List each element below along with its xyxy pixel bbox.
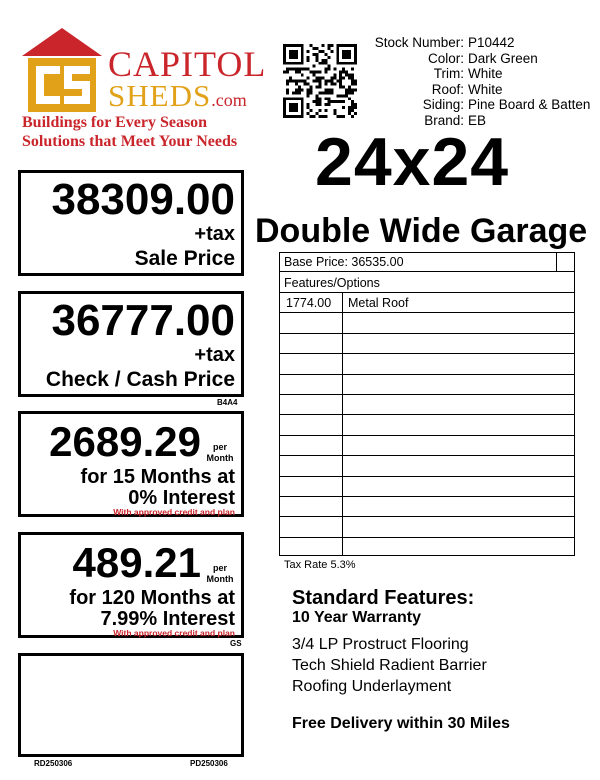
cash-price-tax: +tax xyxy=(194,344,235,366)
tax-rate: Tax Rate 5.3% xyxy=(284,559,356,571)
spec-trim: Trim: White xyxy=(433,66,503,81)
sale-price-tax: +tax xyxy=(194,223,235,245)
table-row xyxy=(280,395,574,415)
brand-name-sheds: SHEDS.com xyxy=(108,78,247,113)
table-row xyxy=(280,497,574,517)
plan-15-line2: 0% Interest xyxy=(128,487,235,509)
blank-box xyxy=(18,653,244,757)
plan-15-per-month: per Month xyxy=(206,442,234,463)
standard-feature-item: 3/4 LP Prostruct Flooring xyxy=(292,636,469,653)
base-price-row xyxy=(280,253,574,272)
table-row xyxy=(280,436,574,456)
plan-120-box xyxy=(18,532,244,638)
plan-120-amount: 489.21 xyxy=(72,539,201,586)
spec-roof: Roof: White xyxy=(431,81,503,97)
options-grid xyxy=(280,293,574,555)
brand-domain: .com xyxy=(211,90,247,110)
spec-brand: Brand: EB xyxy=(424,112,487,128)
plan-120-code: GS xyxy=(230,639,242,648)
footer-code-right: PD250306 xyxy=(190,759,228,768)
spec-color: Color: Dark Green xyxy=(427,50,538,66)
plan-120-line2: 7.99% Interest xyxy=(100,608,235,630)
option-price: 1774.00 xyxy=(286,296,332,310)
spec-siding: Siding: Pine Board & Batten xyxy=(422,97,591,112)
cash-price-label: Check / Cash Price xyxy=(45,368,235,391)
sale-price-amount: 38309.00 xyxy=(51,175,235,224)
spec-stock-number: Stock Number: P10442 xyxy=(374,35,515,50)
plan-15-box xyxy=(18,411,244,517)
standard-features-warranty: 10 Year Warranty xyxy=(292,609,421,626)
tagline-2: Solutions that Meet Your Needs xyxy=(22,133,238,150)
free-delivery-note: Free Delivery within 30 Miles xyxy=(292,715,510,732)
plan-15-fine-print: With approved credit and plan xyxy=(113,507,235,517)
table-row xyxy=(280,477,574,497)
standard-feature-item: Roofing Underlayment xyxy=(292,678,452,695)
plan-15-amount: 2689.29 xyxy=(49,418,201,465)
plan-120-line1: for 120 Months at xyxy=(69,587,235,609)
building-model: Double Wide Garage xyxy=(255,212,588,250)
table-row xyxy=(280,517,574,537)
plan-15-line1: for 15 Months at xyxy=(80,466,235,488)
footer-code-left: RD250306 xyxy=(34,759,73,768)
qr-code-icon xyxy=(283,44,357,118)
table-row xyxy=(280,415,574,435)
table-row xyxy=(280,293,574,313)
sale-price-box xyxy=(18,170,244,276)
features-header-row xyxy=(280,272,574,293)
table-row xyxy=(280,313,574,333)
standard-feature-item: Tech Shield Radient Barrier xyxy=(292,657,487,674)
features-header: Features/Options xyxy=(284,276,380,290)
building-size: 24x24 xyxy=(315,124,510,200)
cash-price-code: B4A4 xyxy=(217,398,238,407)
spec-list xyxy=(362,35,590,128)
cash-price-amount: 36777.00 xyxy=(51,296,235,345)
standard-features-title: Standard Features: xyxy=(292,587,475,609)
base-price-cell xyxy=(556,253,574,271)
plan-120-fine-print: With approved credit and plan xyxy=(113,628,235,638)
table-row xyxy=(280,354,574,374)
options-table xyxy=(279,252,575,556)
sale-price-label: Sale Price xyxy=(134,247,235,270)
capitol-sheds-logo-icon xyxy=(22,28,102,112)
cash-price-box xyxy=(18,291,244,397)
option-name: Metal Roof xyxy=(348,296,409,310)
table-row xyxy=(280,375,574,395)
table-row xyxy=(280,456,574,476)
base-price: Base Price: 36535.00 xyxy=(284,255,404,269)
plan-120-per-month: per Month xyxy=(206,563,234,584)
tagline-1: Buildings for Every Season xyxy=(22,114,208,131)
table-row xyxy=(280,334,574,354)
brand-name-capitol: CAPITOL xyxy=(108,44,267,84)
